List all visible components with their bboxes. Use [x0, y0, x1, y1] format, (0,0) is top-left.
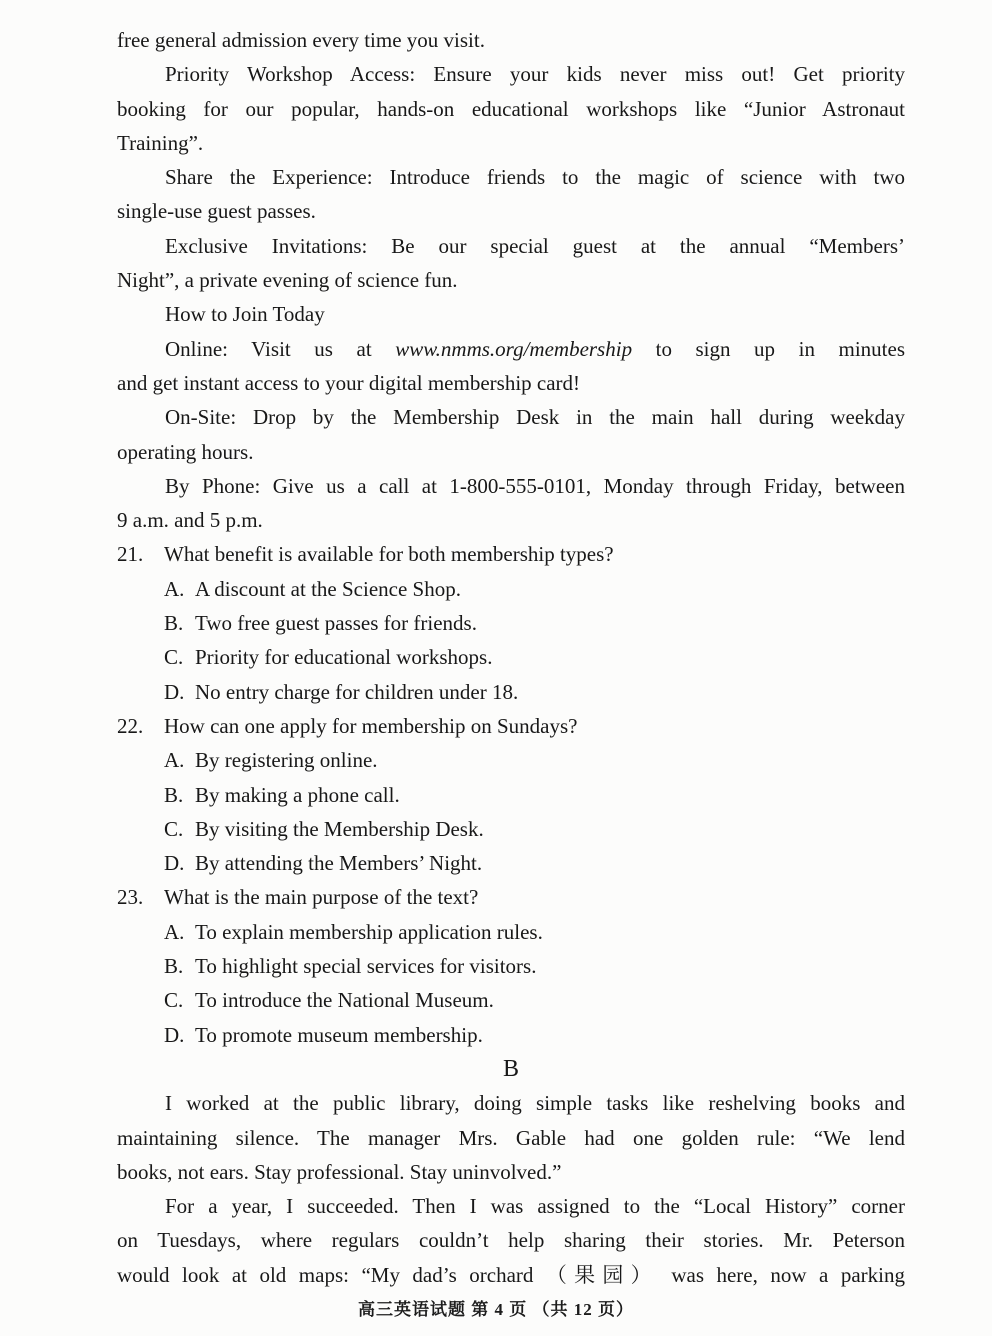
passage-b-line: maintaining silence. The manager Mrs. Gable had one golden rule: “We lend: [117, 1125, 905, 1150]
passage-a-line: By Phone: Give us a call at 1-800-555-0101, Monday through Friday, between: [165, 473, 905, 498]
question-21-option-b: [117, 606, 905, 640]
passage-a-line: Share the Experience: Introduce friends to the magic of science with two: [165, 165, 905, 190]
passage-b-line: For a year, I succeeded. Then I was assigned to the “Local History” corner: [165, 1194, 905, 1219]
option-label: D.: [164, 1022, 185, 1047]
question-23-text: What is the main purpose of the text?: [164, 885, 479, 910]
membership-url: www.nmms.org/membership: [395, 336, 633, 361]
online-line-post: to sign up in minutes: [632, 336, 905, 361]
section-b-header: B: [502, 1055, 519, 1082]
option-label: B.: [164, 782, 184, 807]
option-label: A.: [164, 576, 185, 601]
question-22-stem: [117, 709, 905, 743]
question-21-option-c: [117, 640, 905, 674]
page-footer: 高三英语试题 第 4 页 （共 12 页）: [358, 1300, 634, 1319]
question-22-text: How can one apply for membership on Sundays?: [164, 713, 578, 738]
passage-a-subheading: How to Join Today: [165, 302, 325, 327]
question-23-option-d: [117, 1018, 905, 1052]
option-label: A.: [164, 919, 185, 944]
passage-a-line: Night”, a private evening of science fun.: [117, 268, 458, 293]
passage-a-line: booking for our popular, hands-on educational workshops like “Junior Astronaut: [117, 96, 905, 121]
question-21-text: What benefit is available for both membership types?: [164, 542, 614, 567]
option-text: Priority for educational workshops.: [195, 645, 493, 670]
passage-b-line: would look at old maps: “My dad’s orchard （果园） was here, now a parking: [117, 1262, 905, 1287]
passage-a-line: On-Site: Drop by the Membership Desk in the main hall during weekday: [165, 405, 905, 430]
question-21-stem: [117, 537, 905, 571]
option-text: To highlight special services for visitors.: [195, 954, 537, 979]
question-23-option-c: [117, 983, 905, 1017]
question-22-option-d: [117, 846, 905, 880]
option-label: A.: [164, 748, 185, 773]
passage-b-line: I worked at the public library, doing simple tasks like reshelving books and: [165, 1091, 905, 1116]
exam-text-block: [117, 23, 905, 1292]
passage-a-line: Priority Workshop Access: Ensure your kids never miss out! Get priority: [165, 62, 905, 87]
option-text: A discount at the Science Shop.: [195, 576, 461, 601]
passage-a-line: Exclusive Invitations: Be our special guest at the annual “Members’: [165, 233, 905, 258]
question-23-stem: [117, 880, 905, 914]
passage-a-line: and get instant access to your digital membership card!: [117, 370, 581, 395]
option-label: D.: [164, 851, 185, 876]
question-23-option-b: [117, 949, 905, 983]
option-text: No entry charge for children under 18.: [195, 679, 519, 704]
option-label: B.: [164, 611, 184, 636]
option-text: By making a phone call.: [195, 782, 400, 807]
option-text: To explain membership application rules.: [195, 919, 543, 944]
passage-a-line: free general admission every time you visit.: [117, 28, 485, 52]
option-label: C.: [164, 645, 184, 670]
option-text: To promote museum membership.: [195, 1022, 483, 1047]
question-21-option-a: [117, 572, 905, 606]
option-label: D.: [164, 679, 185, 704]
option-text: By attending the Members’ Night.: [195, 851, 483, 876]
passage-b-line: on Tuesdays, where regulars couldn’t help sharing their stories. Mr. Peterson: [117, 1228, 905, 1253]
question-22-option-a: [117, 743, 905, 777]
option-label: B.: [164, 954, 184, 979]
option-text: By visiting the Membership Desk.: [195, 816, 484, 841]
question-23-option-a: [117, 915, 905, 949]
question-23-number: 23.: [117, 885, 144, 910]
question-22-option-c: [117, 812, 905, 846]
question-22-number: 22.: [117, 713, 144, 738]
passage-a-online-line: [117, 332, 905, 366]
option-text: To introduce the National Museum.: [195, 988, 494, 1013]
option-label: C.: [164, 988, 184, 1013]
option-text: By registering online.: [195, 748, 378, 773]
passage-a-line: operating hours.: [117, 439, 254, 464]
question-22-option-b: [117, 778, 905, 812]
passage-a-line: single-use guest passes.: [117, 199, 316, 224]
passage-a-line: 9 a.m. and 5 p.m.: [117, 508, 263, 533]
option-text: Two free guest passes for friends.: [195, 611, 477, 636]
question-21-number: 21.: [117, 542, 144, 567]
passage-b-line: books, not ears. Stay professional. Stay uninvolved.”: [117, 1159, 562, 1184]
online-line-pre: Online: Visit us at: [165, 336, 396, 361]
option-label: C.: [164, 816, 184, 841]
question-21-option-d: [117, 675, 905, 709]
passage-a-line: Training”.: [117, 130, 204, 155]
